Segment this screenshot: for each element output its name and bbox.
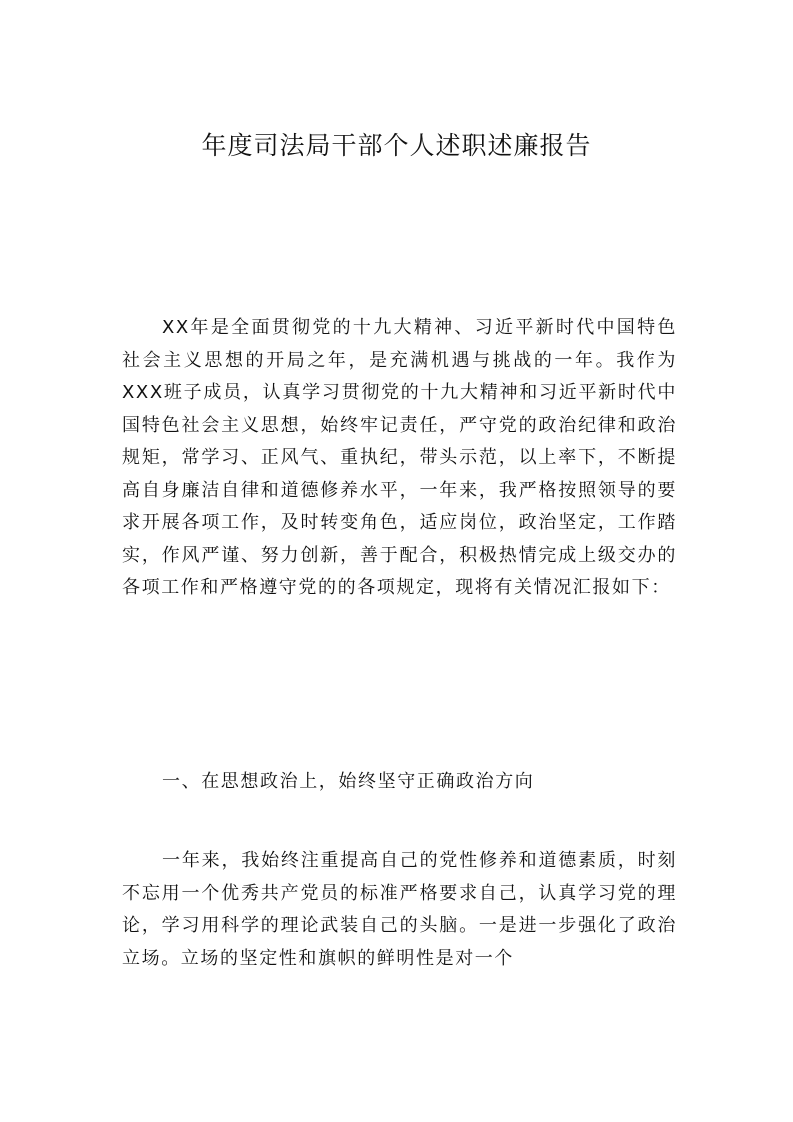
document-title: 年度司法局干部个人述职述廉报告: [201, 131, 592, 160]
section-heading: 一、在思想政治上，始终坚守正确政治方向: [162, 771, 535, 792]
intro-paragraph: XX年是全面贯彻党的十九大精神、习近平新时代中国特色社会主义思想的开局之年，是充满机遇与挑战的一年。我作为XXX班子成员，认真学习贯彻党的十九大精神和习近平新时代中国特色社会主义思想，始终牢记责任，严守党的政治纪律和政治规矩，常学习、正风气、重执纪，带头示范，以上率下，不断提高自身廉洁自律和道德修养水平，一年来，我严格按照领导的要求开展各项工作，及时转变角色，适应岗位，政治坚定，工作踏实，作风严谨、努力创新，善于配合，积极热情完成上级交办的各项工作和严格遵守党的的各项规定，现将有关情况汇报如下：: [122, 317, 677, 598]
body-paragraph: 一年来，我始终注重提高自己的党性修养和道德素质，时刻不忘用一个优秀共产党员的标准严格要求自己，认真学习党的理论，学习用科学的理论武装自己的头脑。一是进一步强化了政治立场。立场的坚定性和旗帜的鲜明性是对一个: [122, 850, 677, 969]
